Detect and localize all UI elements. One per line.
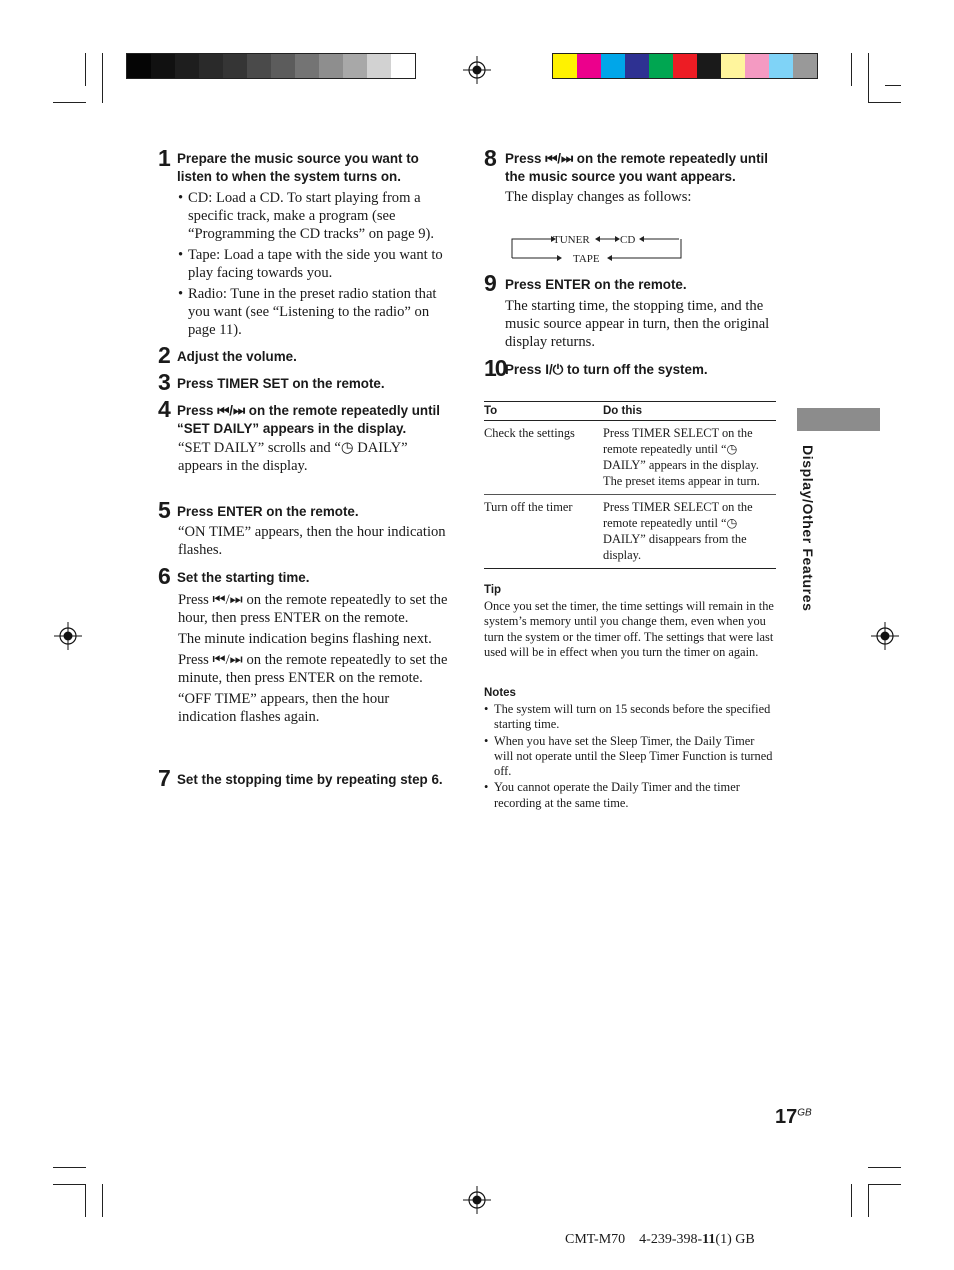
step-8 xyxy=(484,147,776,206)
timer-clock-icon: ◷ xyxy=(340,440,354,456)
step-body-4: “OFF TIME” appears, then the hour indication flashes again. xyxy=(178,690,390,725)
step-heading: Prepare the music source you want to listen to when the system turns on. xyxy=(177,151,419,184)
bullet-radio: • Radio: Tune in the preset radio station that you want (see “Listening to the radio” on page 11). xyxy=(178,285,450,339)
calibration-swatch xyxy=(769,54,793,78)
skip-buttons-icon: ⏮/⏭ xyxy=(545,151,574,166)
step-heading: Press ⏮/⏭ on the remote repeatedly until “SET DAILY” appears in the display. xyxy=(177,403,440,436)
notes-label: Notes xyxy=(484,687,516,699)
step-7 xyxy=(158,767,450,789)
tip-label: Tip xyxy=(484,584,502,596)
registration-mark-left xyxy=(54,622,82,650)
step-4 xyxy=(158,398,450,475)
source-cycle-diagram xyxy=(505,229,685,265)
diagram-tape: TAPE xyxy=(573,253,600,265)
step-body-2: The minute indication begins flashing next. xyxy=(178,630,432,647)
step-number: 10 xyxy=(484,355,506,381)
step-3 xyxy=(158,371,450,393)
page-number: $17^{GB}$ xyxy=(775,1106,812,1128)
skip-buttons-icon: ⏮/⏭ xyxy=(212,651,243,668)
color-calibration-bar xyxy=(552,53,818,79)
calibration-swatch xyxy=(343,54,367,78)
step-heading: Set the stopping time by repeating step 6. xyxy=(177,772,443,787)
calibration-swatch xyxy=(745,54,769,78)
tip-text: Once you set the timer, the time settings will remain in the system’s memory until you change them, even when you turn the system or the timer off. The settings that were last used will be in effect when you turn the timer on again. xyxy=(484,599,774,659)
tip-section xyxy=(484,584,776,660)
step-body: “SET DAILY” scrolls and “◷ DAILY” appears in the display. xyxy=(178,440,408,474)
table-row xyxy=(484,495,776,569)
footer-code: CMT-M70 4-239-398-11(1) GB xyxy=(565,1232,755,1247)
note-item: • You cannot operate the Daily Timer and the timer recording at the same time. xyxy=(484,780,776,811)
step-body: The display changes as follows: xyxy=(505,189,692,205)
table-header-do-this: Do this xyxy=(603,402,776,421)
note-item: • When you have set the Sleep Timer, the Daily Timer will not operate until the Sleep Timer Function is turned off. xyxy=(484,734,776,780)
step-6 xyxy=(158,565,450,726)
calibration-swatch xyxy=(367,54,391,78)
calibration-swatch xyxy=(673,54,697,78)
table-header-to: To xyxy=(484,402,603,421)
calibration-swatch xyxy=(319,54,343,78)
table-row xyxy=(484,421,776,495)
calibration-swatch xyxy=(223,54,247,78)
power-icon: I/⏻ xyxy=(545,362,564,377)
timer-clock-icon: ◷ xyxy=(726,516,738,530)
bullet-cd: • CD: Load a CD. To start playing from a specific track, make a program (see “Programming the CD tracks” on page 9). xyxy=(178,189,450,243)
step-body: The starting time, the stopping time, and the music source appear in turn, then the original display returns. xyxy=(505,297,770,350)
calibration-swatch xyxy=(175,54,199,78)
step-number: 8 xyxy=(484,145,497,171)
timer-table xyxy=(484,401,776,569)
calibration-swatch xyxy=(553,54,577,78)
table-cell-do: Press TIMER SELECT on the remote repeatedly until “◷ DAILY” disappears from the display. xyxy=(603,495,776,569)
calibration-swatch xyxy=(271,54,295,78)
step-body-1: Press ⏮/⏭ on the remote repeatedly to set the hour, then press ENTER on the remote. xyxy=(178,591,448,626)
side-tab-marker xyxy=(797,408,880,431)
step-number: 2 xyxy=(158,342,171,368)
skip-buttons-icon: ⏮/⏭ xyxy=(212,591,243,608)
calibration-swatch xyxy=(391,54,415,78)
step-number: 9 xyxy=(484,270,497,296)
skip-buttons-icon: ⏮/⏭ xyxy=(217,403,246,418)
calibration-swatch xyxy=(793,54,817,78)
table-cell-to: Check the settings xyxy=(484,421,603,495)
step-number: 4 xyxy=(158,396,171,422)
table-cell-do: Press TIMER SELECT on the remote repeatedly until “◷ DAILY” appears in the display. The preset items appear in turn. xyxy=(603,421,776,495)
bullet-tape: • Tape: Load a tape with the side you want to play facing towards you. xyxy=(178,246,450,282)
registration-mark-top xyxy=(463,56,491,84)
step-10 xyxy=(484,357,776,379)
step-heading: Press ⏮/⏭ on the remote repeatedly until the music source you want appears. xyxy=(505,151,768,184)
calibration-swatch xyxy=(697,54,721,78)
step-body-3: Press ⏮/⏭ on the remote repeatedly to set the minute, then press ENTER on the remote. xyxy=(178,651,448,686)
calibration-swatch xyxy=(247,54,271,78)
calibration-swatch xyxy=(601,54,625,78)
step-heading: Press ENTER on the remote. xyxy=(177,504,359,519)
notes-section xyxy=(484,687,776,811)
step-number: 7 xyxy=(158,765,171,791)
calibration-swatch xyxy=(625,54,649,78)
table-cell-to: Turn off the timer xyxy=(484,495,603,569)
step-1 xyxy=(158,147,450,339)
registration-mark-right xyxy=(871,622,899,650)
step-9 xyxy=(484,272,776,351)
step-number: 5 xyxy=(158,497,171,523)
calibration-swatch xyxy=(649,54,673,78)
side-tab-label: Display/Other Features xyxy=(800,445,816,612)
diagram-tuner: TUNER xyxy=(553,234,590,246)
step-number: 3 xyxy=(158,369,171,395)
step-body: “ON TIME” appears, then the hour indication flashes. xyxy=(178,523,446,558)
calibration-swatch xyxy=(721,54,745,78)
note-item: • The system will turn on 15 seconds before the specified starting time. xyxy=(484,702,776,733)
step-heading: Press I/⏻ to turn off the system. xyxy=(505,362,708,377)
step-heading: Press ENTER on the remote. xyxy=(505,277,687,292)
calibration-swatch xyxy=(127,54,151,78)
timer-clock-icon: ◷ xyxy=(726,442,738,456)
step-number: 6 xyxy=(158,563,171,589)
calibration-swatch xyxy=(577,54,601,78)
calibration-swatch xyxy=(151,54,175,78)
step-5 xyxy=(158,499,450,559)
step-heading: Adjust the volume. xyxy=(177,349,297,364)
step-number: 1 xyxy=(158,145,171,171)
registration-mark-bottom xyxy=(463,1186,491,1214)
calibration-swatch xyxy=(295,54,319,78)
step-heading: Set the starting time. xyxy=(177,570,310,585)
step-2 xyxy=(158,344,450,366)
grayscale-calibration-bar xyxy=(126,53,416,79)
step-heading: Press TIMER SET on the remote. xyxy=(177,376,385,391)
calibration-swatch xyxy=(199,54,223,78)
diagram-cd: CD xyxy=(620,234,636,246)
